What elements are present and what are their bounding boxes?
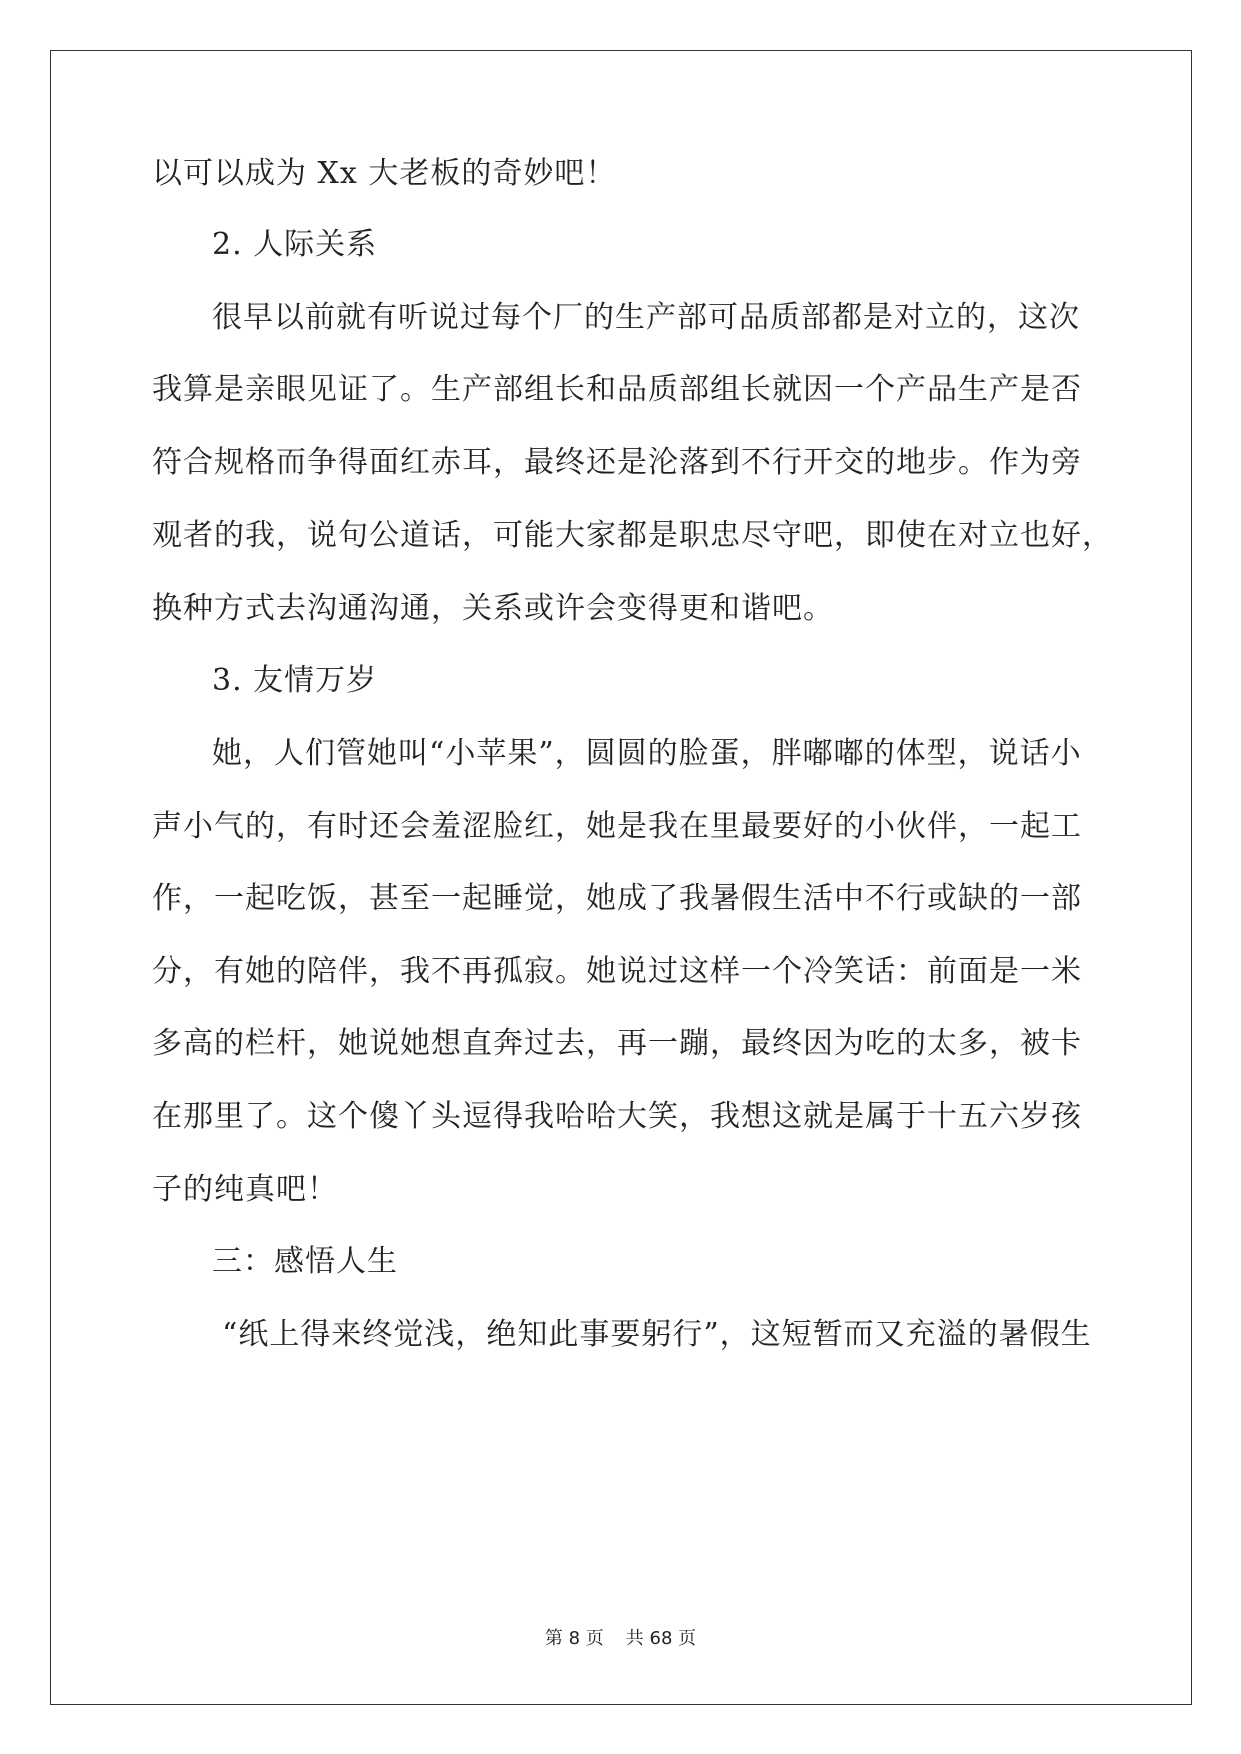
- text-line: 声小气的，有时还会羞涩脸红，她是我在里最要好的小伙伴，一起工: [152, 809, 1082, 844]
- text-line: 观者的我，说句公道话，可能大家都是职忠尽守吧，即使在对立也好，: [152, 518, 1113, 553]
- page-footer: [0, 1624, 1241, 1650]
- section-heading: 2. 人际关系: [212, 227, 378, 262]
- text-line: 我算是亲眼见证了。生产部组长和品质部组长就因一个产品生产是否: [152, 372, 1082, 407]
- text-line: 符合规格而争得面红赤耳，最终还是沦落到不行开交的地步。作为旁: [152, 445, 1082, 480]
- text-line: 作，一起吃饭，甚至一起睡觉，她成了我暑假生活中不行或缺的一部: [152, 881, 1082, 916]
- text-line: 子的纯真吧！: [152, 1172, 338, 1207]
- current-page-label: 第 8 页: [544, 1628, 604, 1649]
- section-heading: 三：感悟人生: [212, 1244, 398, 1279]
- text-line: 在那里了。这个傻丫头逗得我哈哈大笑，我想这就是属于十五六岁孩: [152, 1099, 1082, 1134]
- total-pages-label: 共 68 页: [625, 1628, 697, 1649]
- text-line: 换种方式去沟通沟通，关系或许会变得更和谐吧。: [152, 591, 834, 626]
- text-line: 很早以前就有听说过每个厂的生产部可品质部都是对立的，这次: [212, 300, 1080, 335]
- text-line: 多高的栏杆，她说她想直奔过去，再一蹦，最终因为吃的太多，被卡: [152, 1026, 1082, 1061]
- text-line: 以可以成为 Xx 大老板的奇妙吧！: [152, 156, 617, 191]
- text-line: 分，有她的陪伴，我不再孤寂。她说过这样一个冷笑话：前面是一米: [152, 954, 1082, 989]
- section-heading: 3. 友情万岁: [212, 663, 378, 698]
- text-line: “纸上得来终觉浅，绝知此事要躬行”，这短暂而又充溢的暑假生: [222, 1317, 1092, 1352]
- text-line: 她，人们管她叫“小苹果”，圆圆的脸蛋，胖嘟嘟的体型，说话小: [212, 736, 1082, 771]
